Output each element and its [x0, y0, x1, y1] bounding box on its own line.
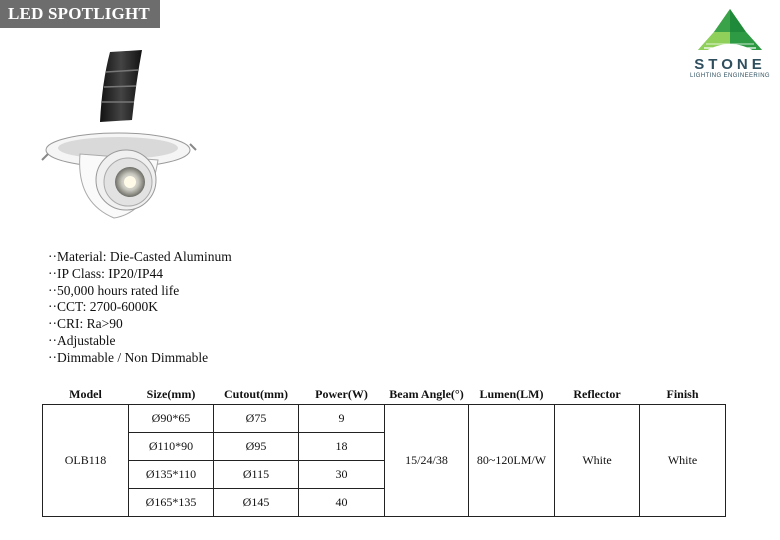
cutout-cell: Ø75 — [214, 405, 299, 433]
size-cell: Ø90*65 — [129, 405, 214, 433]
spec-table — [42, 384, 726, 517]
feature-item: ··50,000 hours rated life — [48, 282, 180, 298]
page-title: LED SPOTLIGHT — [0, 0, 160, 28]
power-cell: 18 — [299, 433, 385, 461]
feature-item: ··CRI: Ra>90 — [48, 316, 123, 332]
feature-item: ··CCT: 2700-6000K — [48, 299, 158, 315]
logo-tagline: LIGHTING ENGINEERING — [689, 73, 770, 79]
size-cell: Ø135*110 — [129, 461, 214, 489]
feature-item: ··Material: Die-Casted Aluminum — [48, 249, 232, 264]
column-header: Cutout(mm) — [224, 386, 288, 401]
feature-list — [48, 249, 232, 367]
power-cell: 30 — [299, 461, 385, 489]
beam-angle-cell: 15/24/38 — [385, 405, 469, 517]
power-cell: 40 — [299, 489, 385, 517]
cutout-cell: Ø145 — [214, 489, 299, 517]
model-cell: OLB118 — [43, 405, 129, 517]
column-header: Finish — [666, 386, 699, 401]
column-header: Reflector — [573, 386, 621, 401]
column-header: Beam Angle(°) — [389, 386, 464, 401]
table-row — [43, 405, 726, 433]
size-cell: Ø110*90 — [129, 433, 214, 461]
feature-item: ··IP Class: IP20/IP44 — [48, 265, 164, 281]
adjustable-spotlight-image — [40, 42, 200, 242]
finish-cell: White — [640, 405, 726, 517]
column-header: Size(mm) — [146, 386, 196, 401]
cutout-cell: Ø115 — [214, 461, 299, 489]
reflector-cell: White — [555, 405, 640, 517]
power-cell: 9 — [299, 405, 385, 433]
feature-item: ··Dimmable / Non Dimmable — [48, 349, 209, 365]
logo-name: STONE — [694, 56, 766, 73]
feature-item: ··Adjustable — [48, 332, 116, 348]
size-cell: Ø165*135 — [129, 489, 214, 517]
column-header: Lumen(LM) — [479, 386, 544, 401]
cutout-cell: Ø95 — [214, 433, 299, 461]
column-header: Power(W) — [315, 386, 368, 401]
lumen-cell: 80~120LM/W — [469, 405, 555, 517]
column-header: Model — [69, 386, 102, 401]
table-header-row — [43, 384, 726, 405]
